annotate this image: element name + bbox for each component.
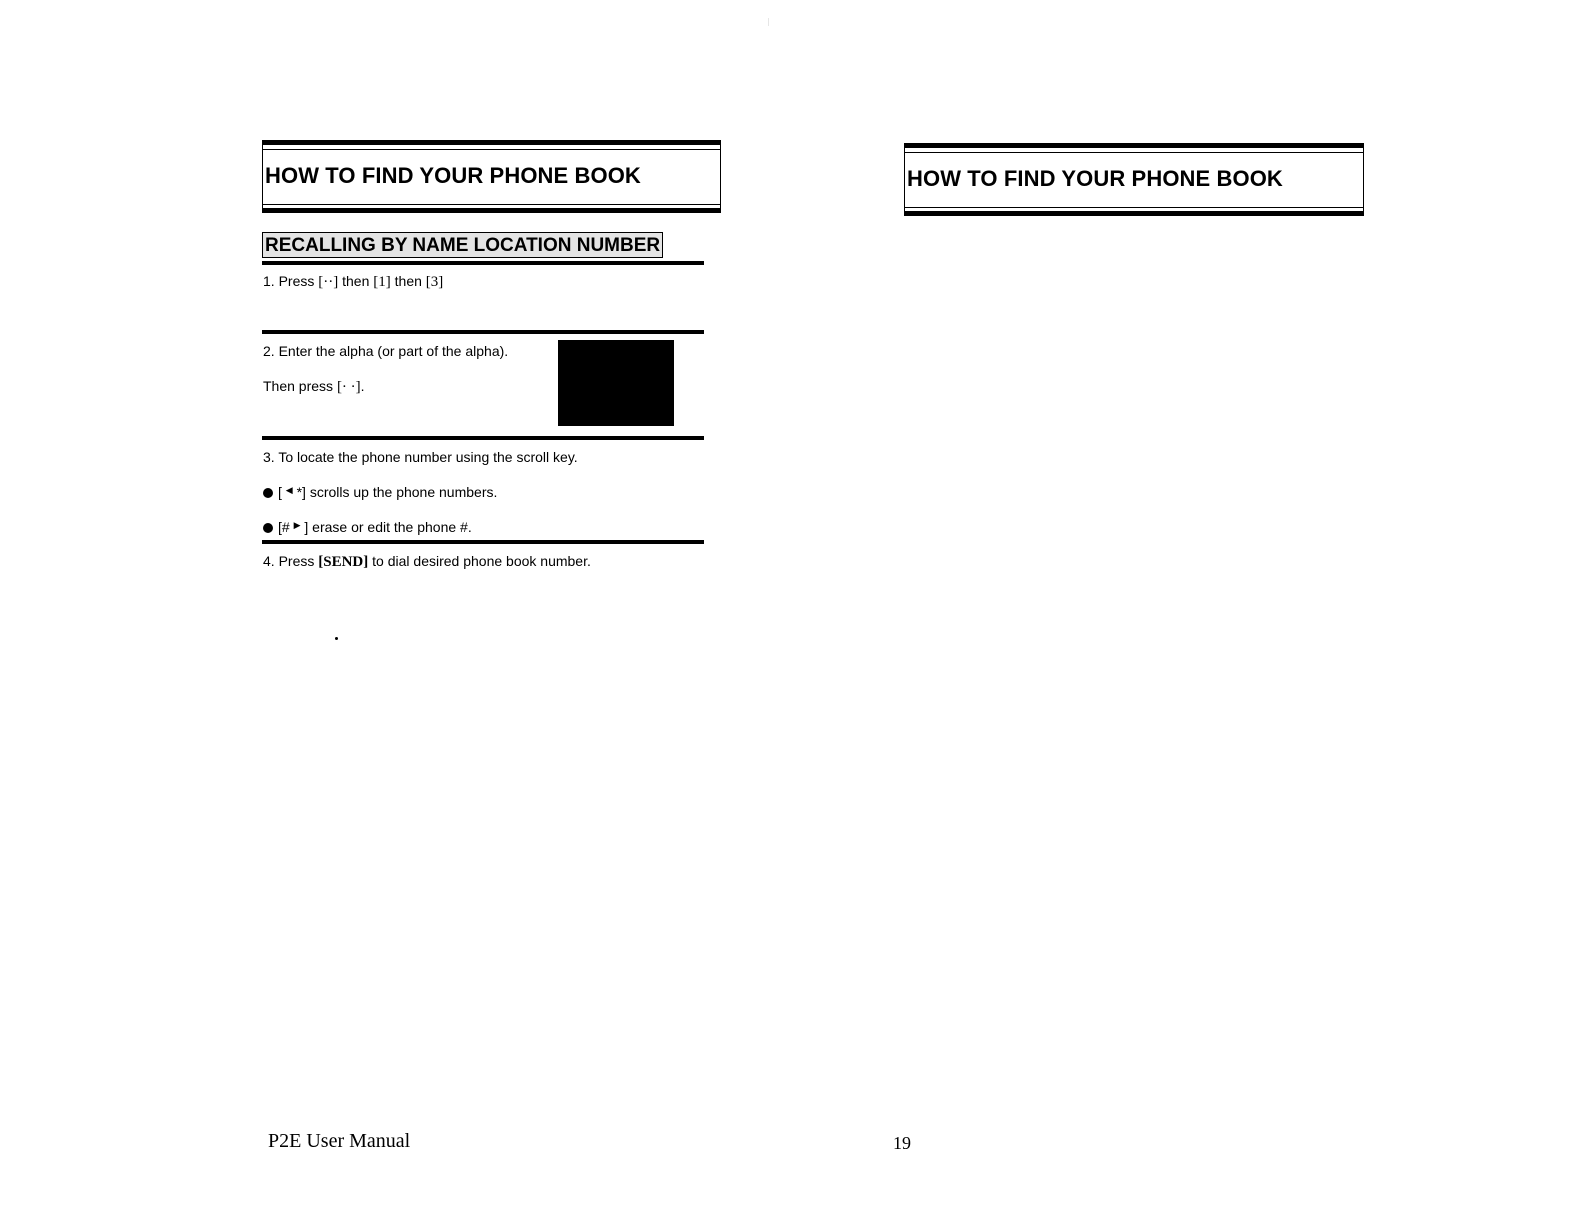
bullet-1-open: [	[278, 484, 286, 500]
step-2-rule	[262, 436, 704, 440]
bullet-1-close: *]	[292, 484, 306, 500]
menu-key: [· ·]	[336, 379, 361, 395]
header-top-bar	[905, 144, 1363, 148]
step-2-line-1: 2. Enter the alpha (or part of the alpha).	[263, 343, 509, 359]
key-1: [1]	[373, 274, 391, 290]
send-key: [SEND]	[318, 554, 369, 570]
header-bottom-bar	[263, 208, 720, 212]
step-3-bullet-2	[263, 519, 472, 535]
step-2-line-2	[263, 378, 365, 396]
left-arrow-icon: ◀	[285, 485, 293, 495]
step-3-rule	[262, 540, 704, 544]
step-1-rule	[262, 330, 704, 334]
key-3: [3]	[425, 274, 444, 290]
step-1-text-b: then	[338, 273, 374, 289]
footer-manual-name: P2E User Manual	[268, 1130, 411, 1152]
stray-dot	[335, 637, 338, 640]
step-4-text-a: 4. Press	[263, 553, 319, 569]
step-1	[263, 273, 443, 291]
header-bottom-rule	[263, 204, 720, 205]
header-top-rule	[905, 152, 1363, 153]
bullet-2-text: erase or edit the phone #.	[308, 519, 472, 535]
step-1-text-a: 1. Press	[263, 273, 319, 289]
step-1-text-c: then	[390, 273, 426, 289]
right-page-header	[904, 143, 1364, 216]
phone-display-image	[558, 340, 674, 426]
bullet-icon	[263, 488, 273, 498]
bullet-2-open: [#	[278, 519, 294, 535]
step-4-text-b: to dial desired phone book number.	[368, 553, 591, 569]
right-header-title: HOW TO FIND YOUR PHONE BOOK	[907, 166, 1283, 191]
menu-key: [··]	[318, 274, 339, 290]
step-4	[263, 553, 591, 571]
bullet-1-text: scrolls up the phone numbers.	[305, 484, 498, 500]
left-page-header	[262, 140, 721, 213]
step-2-end: .	[360, 378, 365, 394]
footer-page-number: 19	[893, 1133, 911, 1153]
step-3-line-1: 3. To locate the phone number using the scroll key.	[263, 449, 578, 465]
step-3-bullet-1	[263, 484, 497, 500]
header-bottom-rule	[905, 207, 1363, 208]
header-top-rule	[263, 149, 720, 150]
right-arrow-icon: ▶	[293, 520, 301, 530]
left-header-title: HOW TO FIND YOUR PHONE BOOK	[265, 163, 641, 188]
header-top-bar	[263, 141, 720, 145]
header-bottom-bar	[905, 211, 1363, 215]
scan-mark	[768, 18, 769, 26]
step-2-text: Then press	[263, 378, 337, 394]
section-heading: RECALLING BY NAME LOCATION NUMBER	[262, 232, 663, 258]
section-rule	[262, 261, 704, 265]
bullet-2-close: ]	[300, 519, 309, 535]
bullet-icon	[263, 523, 273, 533]
